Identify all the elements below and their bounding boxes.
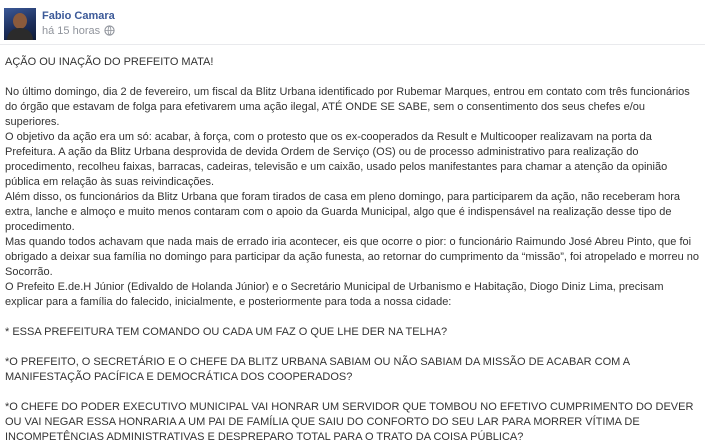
globe-icon[interactable] — [104, 25, 115, 39]
post-timestamp[interactable]: há 15 horas — [42, 25, 101, 37]
post-paragraph: O Prefeito E.de.H Júnior (Edivaldo de Holanda Júnior) e o Secretário Municipal de Urbanismo e Habitação, Diogo Diniz Lima, precisam explicar para a família do falecido, inicialmente, e posteriormente para toda a nossa cidade: — [5, 281, 664, 308]
post-paragraph: No último domingo, dia 2 de fevereiro, um fiscal da Blitz Urbana identificado por Rubemar Marques, entrou em contato com três funcionários do órgão que estavam de folga para efetivarem uma ação ilegal, ATÉ ONDE SE SABE, sem o consentimento dos seus chefes e/ou superiores. — [5, 86, 690, 128]
post-paragraph: O objetivo da ação era um só: acabar, à força, com o protesto que os ex-cooperados da Result e Multicooper realizavam na porta da Prefeitura. A ação da Blitz Urbana desprovida de devida Ordem de Serviço (OS) ou de processo administrativo para realização do procedimento, recolheu faixas, barracas, cadeiras, televisão e um caixão, usado pelos manifestantes para chamar a atenção da opinião pública em relação às suas reivindicações. — [5, 131, 668, 188]
post-paragraph: Além disso, os funcionários da Blitz Urbana que foram tirados de casa em pleno domingo, para participarem da ação, não receberam hora extra, lanche e almoço e muito menos contaram com o apoio da Guarda Municipal, algo que é indispensável na realização desse tipo de procedimento. — [5, 191, 681, 233]
post-question: * ESSA PREFEITURA TEM COMANDO OU CADA UM FAZ O QUE LHE DER NA TELHA? — [5, 326, 448, 338]
post-question: *O PREFEITO, O SECRETÁRIO E O CHEFE DA BLITZ URBANA SABIAM OU NÃO SABIAM DA MISSÃO DE ACABAR COM A MANIFESTAÇÃO PACÍFICA E DEMOCRÁTICA DOS COOPERADOS? — [5, 356, 630, 383]
spacer — [5, 385, 701, 400]
post-meta — [42, 25, 115, 39]
avatar-head — [13, 13, 27, 29]
spacer — [5, 310, 701, 325]
post-header — [4, 8, 704, 42]
author-name-link[interactable]: Fabio Camara — [42, 10, 115, 22]
avatar[interactable] — [4, 8, 36, 40]
spacer — [5, 70, 701, 85]
post-question: *O CHEFE DO PODER EXECUTIVO MUNICIPAL VAI HONRAR UM SERVIDOR QUE TOMBOU NO EFETIVO CUMPRIMENTO DO DEVER OU VAI NEGAR ESSA HONRARIA A UM PAI DE FAMÍLIA QUE SAIU DO CONFORTO DO SEU LAR PARA MORRER VÍTIMA DE INCOMPETÊNCIAS ADMINISTRATIVAS E DESPREPARO TOTAL PARA O TRATO DA COISA PÚBLICA? — [5, 401, 694, 443]
post-body — [5, 55, 701, 445]
post-headline: AÇÃO OU INAÇÃO DO PREFEITO MATA! — [5, 56, 214, 68]
header-divider — [0, 44, 705, 45]
avatar-shoulders — [7, 28, 33, 40]
post-paragraph: Mas quando todos achavam que nada mais de errado iria acontecer, eis que ocorre o pior: o funcionário Raimundo José Abreu Pinto, que foi obrigado a deixar sua família no domingo para participar da ação funesta, ao retornar do cumprimento da “missão”, foi atropelado e morreu no Socorrão. — [5, 236, 699, 278]
spacer — [5, 340, 701, 355]
